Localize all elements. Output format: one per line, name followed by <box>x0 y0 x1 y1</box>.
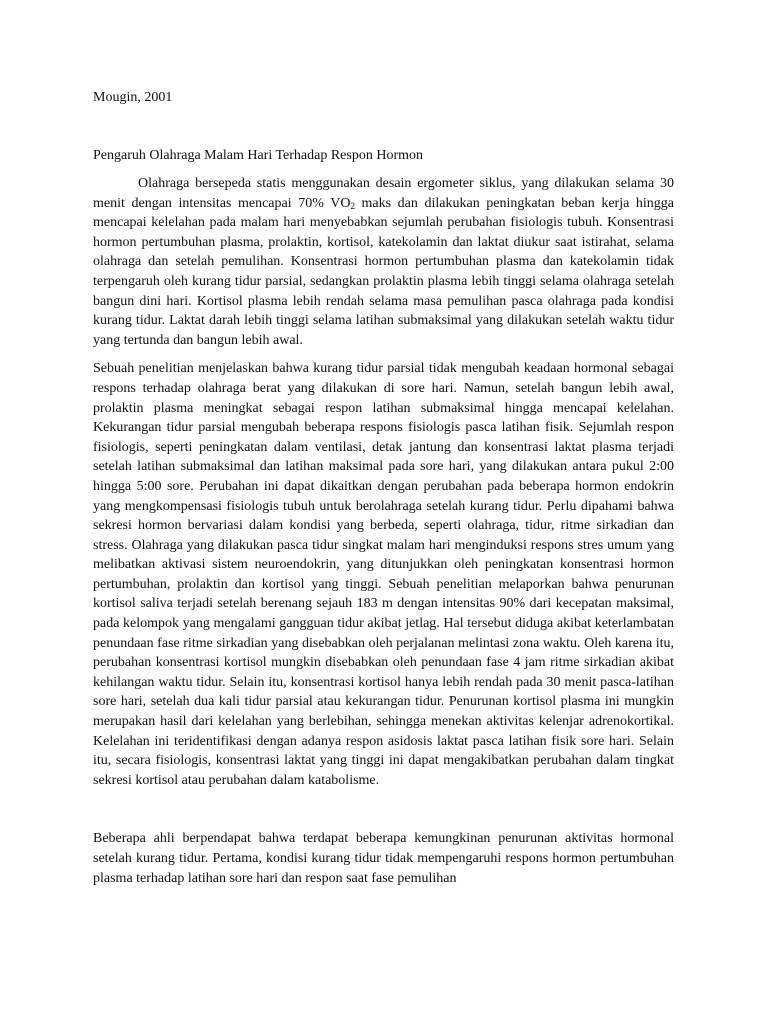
paragraph-2: Sebuah penelitian menjelaskan bahwa kurang tidur parsial tidak mengubah keadaan hormonal sebagai respons terhadap olahraga berat yang dilakukan di sore hari. Namun, setelah bangun lebih awal, prolaktin plasma meningkat sebagai respon latihan submaksimal hingga mencapai kelelahan. Kekurangan tidur parsial mengubah beberapa respons fisiologis pasca latihan fisik. Sejumlah respon fisiologis, seperti peningkatan dalam ventilasi, detak jantung dan konsentrasi laktat plasma terjadi setelah latihan submaksimal dan latihan maksimal pada sore hari, yang dilakukan antara pukul 2:00 hingga 5:00 sore. Perubahan ini dapat dikaitkan dengan perubahan pada beberapa hormon endokrin yang mengkompensasi fisiologis tubuh untuk berolahraga setelah kurang tidur. Perlu dipahami bahwa sekresi hormon bervariasi dalam kondisi yang berbeda, seperti olahraga, tidur, ritme sirkadian dan stress. Olahraga yang dilakukan pasca tidur singkat malam hari menginduksi respons stres umum yang melibatkan aktivasi sistem neuroendokrin, yang ditunjukkan oleh peningkatan konsentrasi hormon pertumbuhan, prolaktin dan kortisol yang tinggi. Sebuah penelitian melaporkan bahwa penurunan kortisol saliva terjadi setelah berenang sejauh 183 m dengan intensitas 90% dari kecepatan maksimal, pada kelompok yang mengalami gangguan tidur akibat jetlag. Hal tersebut diduga akibat keterlambatan penundaan fase ritme sirkadian yang disebabkan oleh perjalanan melintasi zona waktu. Oleh karena itu, perubahan konsentrasi kortisol mungkin disebabkan oleh penundaan fase 4 jam ritme sirkadian akibat kehilangan waktu tidur. Selain itu, konsentrasi kortisol hanya lebih rendah pada 30 menit pasca-latihan sore hari, setelah dua kali tidur parsial atau kekurangan tidur. Penurunan kortisol plasma ini mungkin merupakan hasil dari kelelahan yang berlebihan, sehingga menekan aktivitas kelenjar adrenokortikal. Kelelahan ini teridentifikasi dengan adanya respon asidosis laktat pasca latihan fisik sore hari. Selain itu, secara fisiologis, konsentrasi laktat yang tinggi ini dapat mengakibatkan perubahan dalam tingkat sekresi kortisol atau perubahan dalam katabolisme. <box>93 361 674 788</box>
paragraph-1 <box>93 174 674 350</box>
vo2-subscript: 2 <box>350 200 355 211</box>
citation: Mougin, 2001 <box>93 90 173 105</box>
paragraph-1-text-a: Olahraga bersepeda statis menggunakan desain ergometer siklus, yang dilakukan selama 30 menit dengan intensitas mencapai 70% VO <box>93 176 674 211</box>
paragraph-1-text-b: maks dan dilakukan peningkatan beban kerja hingga mencapai kelelahan pada malam hari menyebabkan sejumlah perubahan fisiologis tubuh. Konsentrasi hormon pertumbuhan plasma, prolaktin, kortisol, katekolamin dan laktat diukur saat istirahat, selama olahraga dan setelah pemulihan. Konsentrasi hormon pertumbuhan plasma dan katekolamin tidak terpengaruh oleh kurang tidur parsial, sedangkan prolaktin plasma lebih tinggi selama olahraga setelah bangun dini hari. Kortisol plasma lebih rendah selama masa pemulihan pasca olahraga pada kondisi kurang tidur. Laktat darah lebih tinggi selama latihan submaksimal yang dilakukan setelah waktu tidur yang tertunda dan bangun lebih awal. <box>93 195 674 348</box>
document-body <box>93 174 674 888</box>
paragraph-3: Beberapa ahli berpendapat bahwa terdapat beberapa kemungkinan penurunan aktivitas hormonal setelah kurang tidur. Pertama, kondisi kurang tidur tidak mempengaruhi respons hormon pertumbuhan plasma terhadap latihan sore hari dan respon saat fase pemulihan <box>93 831 674 886</box>
section-heading: Pengaruh Olahraga Malam Hari Terhadap Respon Hormon <box>93 148 423 163</box>
